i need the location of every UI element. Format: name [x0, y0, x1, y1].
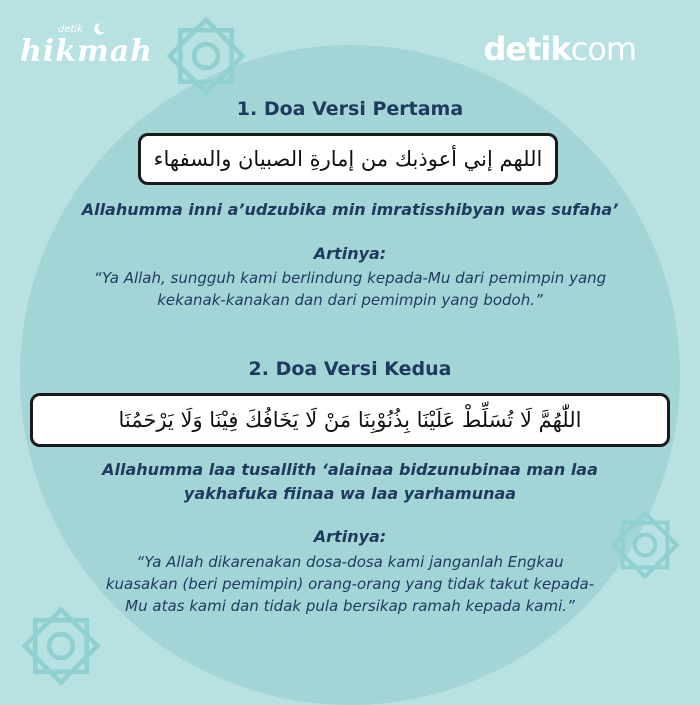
section1-arabic-text: اللهم إني أعوذبك من إمارةِ الصبيان والسفهاء — [153, 147, 543, 171]
section2-meaning-label: Artinya: — [313, 527, 387, 546]
meaning-line: “Ya Allah dikarenakan dosa-dosa kami janganlah Engkau — [136, 553, 564, 571]
meaning-line: Mu atas kami dan tidak pula bersikap ramah kepada kami.” — [125, 597, 575, 615]
detikcom-logo — [484, 30, 637, 68]
meaning-line: kuasakan (beri pemimpin) orang-orang yang tidak takut kepada- — [105, 575, 595, 593]
section2-meaning — [60, 551, 640, 617]
section1-meaning — [60, 267, 640, 311]
section2-arabic-box — [30, 393, 670, 447]
logo-main-text: detik — [483, 30, 571, 68]
section1-meaning-label: Artinya: — [313, 244, 387, 263]
section1-heading: 1. Doa Versi Pertama — [236, 98, 464, 120]
ornament-star-icon — [160, 10, 252, 102]
logo-big-text: hikmah — [20, 34, 153, 69]
section2-transliteration — [0, 458, 700, 506]
section2-arabic-text: اللّٰهُمَّ لَا تُسَلِّطْ عَلَيْنَا بِذُنُوْبِنَا مَنْ لَا يَخَافُكَ فِيْنَا وَلَا يَرْحَمُنَا — [118, 408, 582, 432]
meaning-line: “Ya Allah, sungguh kami berlindung kepada-Mu dari pemimpin yang — [93, 269, 607, 287]
logo-small-text: detik — [58, 24, 83, 35]
section1-transliteration: Allahumma inni a’udzubika min imratisshibyan was sufaha’ — [81, 200, 619, 219]
logo-suffix-text: com — [570, 30, 636, 68]
transliteration-line: Allahumma laa tusallith ‘alainaa bidzunubinaa man laa — [102, 460, 598, 479]
transliteration-line: yakhafuka fiinaa wa laa yarhamunaa — [183, 484, 517, 503]
section2-heading: 2. Doa Versi Kedua — [248, 358, 452, 380]
meaning-line: kekanak-kanakan dan dari pemimpin yang bodoh.” — [157, 291, 543, 309]
section1-arabic-box — [138, 133, 558, 185]
